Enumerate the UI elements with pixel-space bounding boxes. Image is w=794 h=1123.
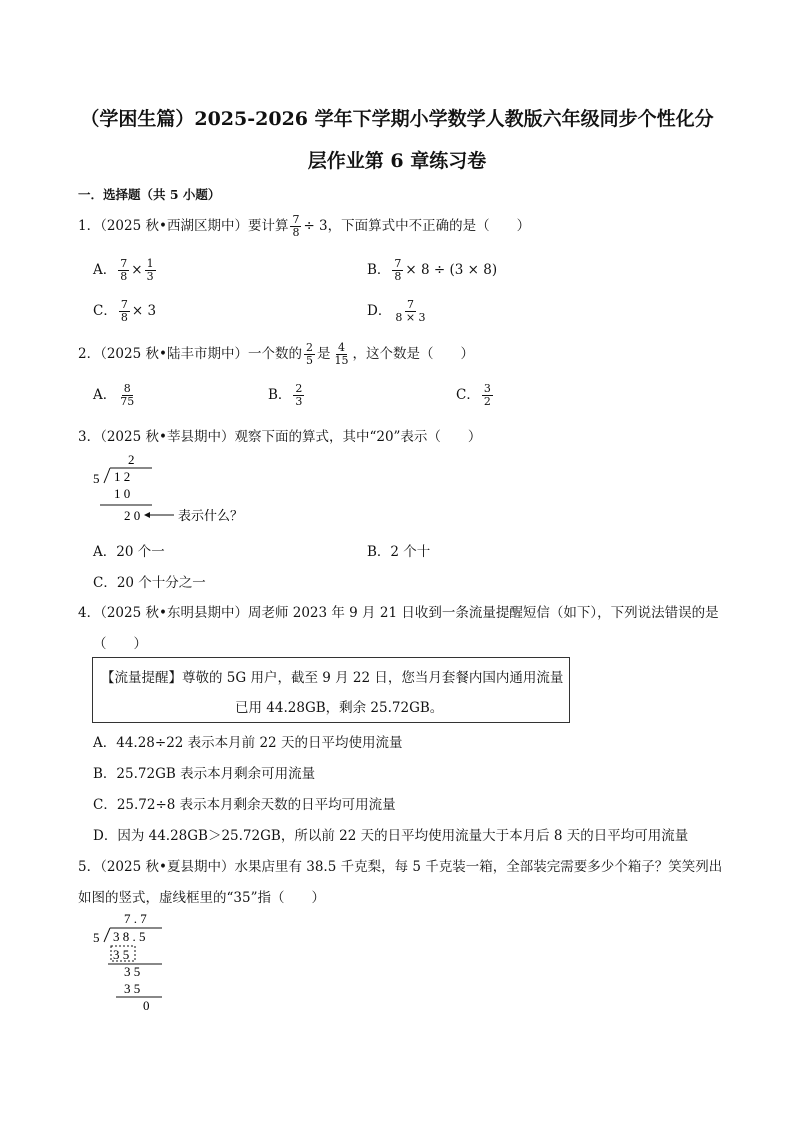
q4-option-d[interactable]: D．因为 44.28GB＞25.72GB，所以前 22 天的日平均使用流量大于本月后 8 天的日平均可用流量 — [93, 828, 689, 844]
dividend: 1 2 — [114, 469, 131, 484]
q3-option-a[interactable]: A．20 个一 — [93, 544, 165, 560]
step-product-2: 3 5 — [124, 981, 141, 996]
question-4-stem-cont: （ ） — [93, 636, 147, 652]
sms-line-2: 已用 44.28GB，剩余 25.72GB。 — [235, 700, 444, 716]
sms-box — [92, 657, 570, 723]
q1-option-a[interactable]: A． $\frac{7}{8}$ × $\frac{1}{3}$ — [93, 257, 154, 283]
q5-long-division — [88, 909, 208, 1015]
q4-option-c[interactable]: C．25.72÷8 表示本月剩余天数的日平均可用流量 — [93, 797, 396, 813]
arrow-label: 表示什么？ — [178, 508, 244, 523]
question-1-stem: 1．（2025 秋•西湖区期中）要计算 $\frac{7}{8}$ ÷ 3，下面算式中不正确的是（ ） — [78, 213, 531, 239]
q2-option-a[interactable]: A． $\frac{8}{75}$ — [93, 382, 135, 408]
question-3-stem: 3．（2025 秋•莘县期中）观察下面的算式，其中“20”表示（ ） — [78, 429, 482, 445]
q4-option-b[interactable]: B．25.72GB 表示本月剩余可用流量 — [93, 766, 316, 782]
question-4-stem: 4．（2025 秋•东明县期中）周老师 2023 年 9 月 21 日收到一条流量提醒短信（如下），下列说法错误的是 — [78, 605, 719, 621]
remainder-2: 0 — [143, 998, 150, 1013]
question-5-stem-cont: 如图的竖式，虚线框里的“35”指（ ） — [78, 890, 325, 906]
dividend: 3 8 . 5 — [113, 929, 146, 944]
q1-option-b[interactable]: B． $\frac{7}{8}$ × 8 ÷ (3 × 8) — [367, 257, 498, 283]
q4-option-a[interactable]: A．44.28÷22 表示本月前 22 天的日平均使用流量 — [93, 735, 403, 751]
question-5-stem: 5．（2025 秋•夏县期中）水果店里有 38.5 千克梨，每 5 千克装一箱，全部装完需要多少个箱子？笑笑列出 — [78, 859, 723, 875]
q2-option-b[interactable]: B． $\frac{2}{3}$ — [268, 382, 303, 408]
question-2-stem: 2．（2025 秋•陆丰市期中）一个数的 $\frac{2}{5}$ 是 $\frac{4}{15}$ ，这个数是（ ） — [78, 341, 474, 367]
section-heading: 一．选择题（共 5 小题） — [78, 187, 221, 202]
remainder: 2 0 — [124, 508, 141, 523]
step-product-1: 3 5 — [113, 947, 130, 962]
q3-option-b[interactable]: B．2 个十 — [367, 544, 431, 560]
divisor: 5 — [93, 471, 100, 486]
quotient: 2 — [128, 452, 135, 467]
page-title: （学困生篇）2025-2026 学年下学期小学数学人教版六年级同步个性化分 — [80, 108, 714, 130]
quotient: 7 . 7 — [124, 911, 147, 926]
fraction: $\frac{7}{8}$ — [292, 213, 300, 239]
q1-option-c[interactable]: C． $\frac{7}{8}$ × 3 — [93, 298, 157, 324]
q2-option-c[interactable]: C． $\frac{3}{2}$ — [456, 382, 491, 408]
sms-line-1: 【流量提醒】尊敬的 5G 用户，截至 9 月 22 日，您当月套餐内国内通用流量 — [101, 670, 564, 686]
q3-option-c[interactable]: C．20 个十分之一 — [93, 575, 206, 591]
remainder-1: 3 5 — [124, 964, 141, 979]
step-product: 1 0 — [114, 486, 131, 501]
page-title-line2: 层作业第 6 章练习卷 — [307, 150, 487, 172]
q1-option-d[interactable]: D． $\frac{7}{8 \times 3}$ — [367, 298, 426, 324]
divisor: 5 — [93, 930, 100, 945]
q3-long-division — [88, 450, 288, 526]
